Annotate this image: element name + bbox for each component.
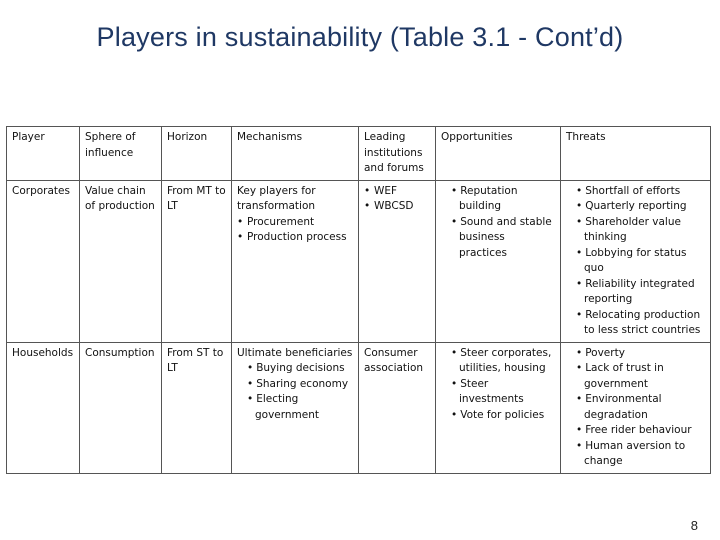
table-row-corporates xyxy=(7,180,711,342)
list-item: • Vote for policies xyxy=(441,408,555,424)
cell-sphere: Consumption xyxy=(80,342,162,473)
cell-player: Households xyxy=(7,342,80,473)
cell-opportunities xyxy=(436,180,561,342)
players-table xyxy=(6,126,711,474)
table-header-row xyxy=(7,127,711,181)
cell-mechanisms xyxy=(232,180,359,342)
cell-horizon: From ST to LT xyxy=(162,342,232,473)
list-item: • Electing government xyxy=(237,392,353,423)
cell-opportunities xyxy=(436,342,561,473)
cell-sphere: Value chain of production xyxy=(80,180,162,342)
list-item: • Environmental degradation xyxy=(566,392,705,423)
list-item: • Steer corporates, utilities, housing xyxy=(441,346,555,377)
threats-list xyxy=(566,184,705,339)
list-item: • Relocating production to less strict countries xyxy=(566,308,705,339)
list-item: • Production process xyxy=(237,230,353,246)
mechanisms-list xyxy=(237,215,353,246)
header-threats: Threats xyxy=(561,127,711,181)
cell-threats xyxy=(561,180,711,342)
mechanisms-list xyxy=(237,361,353,423)
header-sphere-of-influence: Sphere of influence xyxy=(80,127,162,181)
cell-institutions xyxy=(359,180,436,342)
institutions-list xyxy=(364,184,430,215)
opportunities-list xyxy=(441,346,555,424)
header-player: Player xyxy=(7,127,80,181)
list-item: • WBCSD xyxy=(364,199,430,215)
header-opportunities: Opportunities xyxy=(436,127,561,181)
header-mechanisms: Mechanisms xyxy=(232,127,359,181)
cell-horizon: From MT to LT xyxy=(162,180,232,342)
list-item: • Buying decisions xyxy=(237,361,353,377)
threats-list xyxy=(566,346,705,470)
header-horizon: Horizon xyxy=(162,127,232,181)
list-item: • Shareholder value thinking xyxy=(566,215,705,246)
list-item: • Reliability integrated reporting xyxy=(566,277,705,308)
cell-institutions: Consumer association xyxy=(359,342,436,473)
cell-player: Corporates xyxy=(7,180,80,342)
slide-title: Players in sustainability (Table 3.1 - Cont’d) xyxy=(96,22,624,52)
list-item: • Procurement xyxy=(237,215,353,231)
list-item: • Shortfall of efforts xyxy=(566,184,705,200)
list-item: • Steer investments xyxy=(441,377,555,408)
list-item: • Poverty xyxy=(566,346,705,362)
list-item: • Sound and stable business practices xyxy=(441,215,555,262)
opportunities-list xyxy=(441,184,555,262)
list-item: • Quarterly reporting xyxy=(566,199,705,215)
cell-mechanisms xyxy=(232,342,359,473)
list-item: • WEF xyxy=(364,184,430,200)
cell-threats xyxy=(561,342,711,473)
mechanisms-intro: Ultimate beneficiaries xyxy=(237,346,353,359)
list-item: • Reputation building xyxy=(441,184,555,215)
mechanisms-intro: Key players for transformation xyxy=(237,184,316,212)
list-item: • Sharing economy xyxy=(237,377,353,393)
list-item: • Human aversion to change xyxy=(566,439,705,470)
list-item: • Free rider behaviour xyxy=(566,423,705,439)
list-item: • Lobbying for status quo xyxy=(566,246,705,277)
table-row-households xyxy=(7,342,711,473)
header-leading-institutions: Leading institutions and forums xyxy=(359,127,436,181)
page-number: 8 xyxy=(690,518,698,533)
list-item: • Lack of trust in government xyxy=(566,361,705,392)
